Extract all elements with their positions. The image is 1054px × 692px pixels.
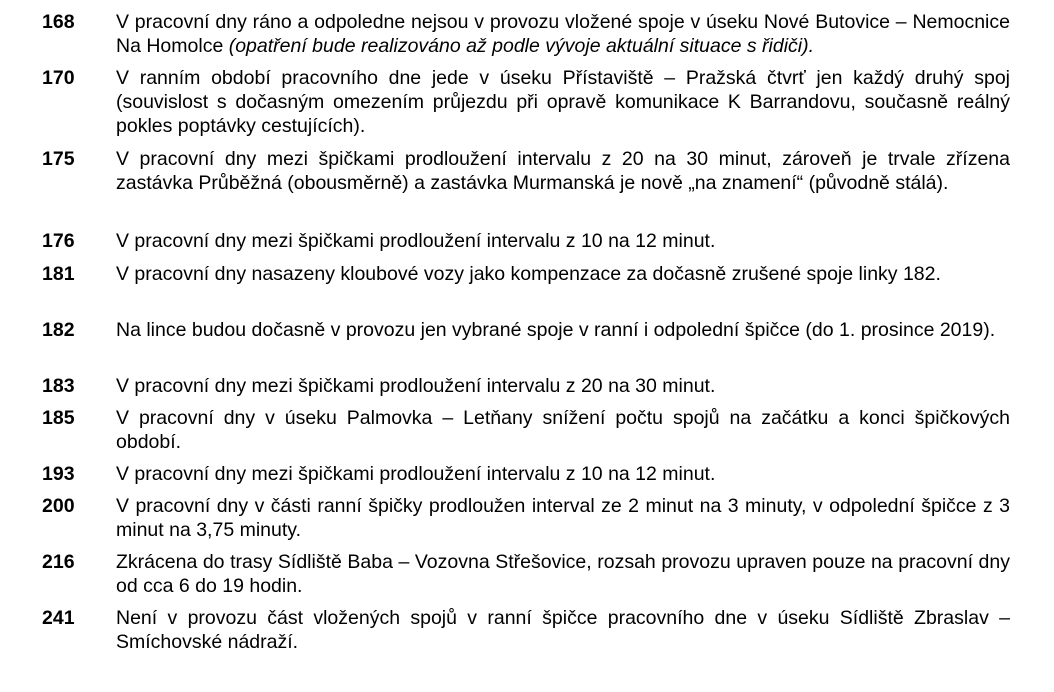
route-description: V pracovní dny mezi špičkami prodloužení intervalu z 10 na 12 minut. (116, 463, 716, 485)
description-note: (opatření bude realizováno až podle vývoje aktuální situace s řidiči). (228, 35, 815, 57)
route-number: 216 (42, 551, 75, 573)
route-description: V pracovní dny nasazeny kloubové vozy jako kompenzace za dočasně zrušené spoje linky 182. (116, 263, 941, 285)
route-number: 181 (42, 263, 75, 285)
route-description: V pracovní dny v části ranní špičky prodloužen interval ze 2 minut na 3 minuty, v odpolední špičce z 3 minut na 3,75 minuty. (116, 495, 1010, 541)
route-description: V ranním období pracovního dne jede v úseku Přístaviště – Pražská čtvrť jen každý druhý spoj (souvislost s dočasným omezením průjezdu při opravě komunikace K Barrandovu, současně reálný pokles poptávky cestujících). (116, 67, 1010, 137)
route-number: 183 (42, 375, 75, 397)
route-number: 193 (42, 463, 75, 485)
route-description: V pracovní dny mezi špičkami prodloužení intervalu z 10 na 12 minut. (116, 230, 716, 252)
description-text: V pracovní dny ráno a odpoledne nejsou v provozu vložené spoje v úseku Nové Butovice – Nemocnice Na Homolce (116, 11, 1010, 57)
route-description: V pracovní dny mezi špičkami prodloužení intervalu z 20 na 30 minut, zároveň je trvale zřízena zastávka Průběžná (obousměrně) a zastávka Murmanská je nově „na znamení“ (původně stálá). (116, 148, 1010, 194)
route-description: Není v provozu část vložených spojů v ranní špičce pracovního dne v úseku Sídliště Zbraslav – Smíchovské nádraží. (116, 607, 1010, 653)
route-description: Na lince budou dočasně v provozu jen vybrané spoje v ranní i odpolední špičce (do 1. prosince 2019). (116, 319, 996, 341)
route-number: 170 (42, 67, 75, 89)
route-number: 175 (42, 148, 75, 170)
route-number: 200 (42, 495, 75, 517)
route-description: V pracovní dny v úseku Palmovka – Letňany snížení počtu spojů na začátku a konci špičkových období. (116, 407, 1010, 453)
route-description (116, 10, 1010, 58)
route-number: 182 (42, 319, 75, 341)
route-number: 168 (42, 11, 75, 33)
route-description: Zkrácena do trasy Sídliště Baba – Vozovna Střešovice, rozsah provozu upraven pouze na pracovní dny od cca 6 do 19 hodin. (116, 551, 1010, 597)
route-number: 185 (42, 407, 75, 429)
route-number: 241 (42, 607, 75, 629)
route-description: V pracovní dny mezi špičkami prodloužení intervalu z 20 na 30 minut. (116, 375, 716, 397)
route-number: 176 (42, 230, 75, 252)
